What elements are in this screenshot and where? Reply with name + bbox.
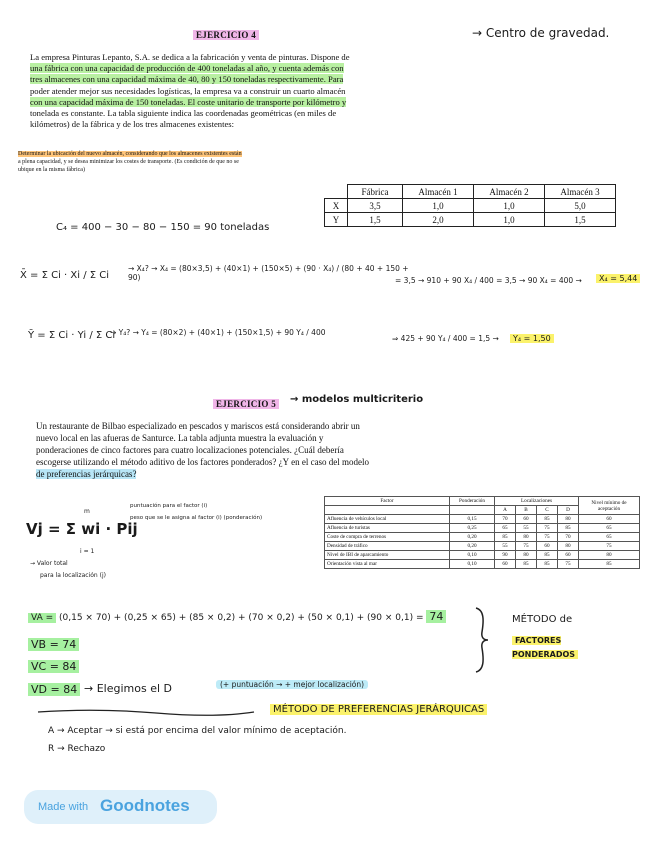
ex4-x-result: X₄ = 5,44: [596, 274, 640, 283]
table-header: Almacén 2: [474, 185, 545, 199]
ex4-paragraph: [30, 52, 426, 130]
table-cell: 60: [537, 542, 558, 551]
table-row: [325, 524, 640, 533]
ex5-vd: VD = 84: [28, 683, 80, 696]
ex4-y-result: Y₄ = 1,50: [510, 334, 554, 343]
ex4-handwritten-note: → Centro de gravedad.: [472, 26, 610, 40]
table-cell: 0,15: [450, 515, 495, 524]
ex4-small-line: a plena capacidad, y se desea minimizar los costes de transporte. (Es condición de que no se: [18, 159, 239, 165]
rechazo-line: R → Rechazo: [48, 744, 106, 754]
table-cell: Densidad de tráfico: [325, 542, 450, 551]
table-cell: 75: [579, 542, 640, 551]
table-cell: 85: [537, 551, 558, 560]
table-cell: 80: [516, 551, 537, 560]
ex4-y-formula: Ȳ = Σ Ci · Yi / Σ Ci: [28, 330, 116, 341]
table-cell: 1,0: [403, 199, 474, 213]
table-cell: 1,5: [348, 213, 403, 227]
table-cell: 85: [558, 524, 579, 533]
table-cell: Y: [325, 213, 348, 227]
table-cell: 70: [558, 533, 579, 542]
table-cell: 85: [516, 560, 537, 569]
table-subheader: D: [558, 506, 579, 515]
table-cell: 60: [495, 560, 516, 569]
table-cell: 80: [558, 515, 579, 524]
table-row: [325, 542, 640, 551]
table-cell: 75: [537, 524, 558, 533]
ex5-para-line: escogerse utilizando el método aditivo de los factores ponderados? ¿Y en el caso del modelo: [36, 457, 370, 467]
table-header: Factor: [325, 497, 450, 506]
table-cell: 90: [495, 551, 516, 560]
table-cell: 0,20: [450, 533, 495, 542]
ex4-c4-equation: C₄ = 400 − 30 − 80 − 150 = 90 toneladas: [56, 222, 270, 233]
goodnotes-badge[interactable]: [24, 790, 217, 824]
table-row: [325, 199, 616, 213]
ex5-para-line: ponderaciones de cinco factores para cuatro localizaciones potenciales. ¿Cuál debería: [36, 445, 344, 455]
table-row: [325, 560, 640, 569]
ex4-small-line: Determinar la ubicación del nuevo almacén, considerando que los almacenes existentes están: [18, 151, 242, 157]
ex5-vc: VC = 84: [28, 660, 79, 673]
ex5-formula-lower: i = 1: [80, 548, 95, 555]
table-cell: 65: [579, 533, 640, 542]
table-cell: [450, 506, 495, 515]
table-cell: 75: [558, 560, 579, 569]
table-cell: 65: [579, 524, 640, 533]
table-row: [325, 533, 640, 542]
table-header: Fábrica: [348, 185, 403, 199]
table-cell: 75: [537, 533, 558, 542]
ex5-annotation: puntuación para el factor (i): [130, 503, 208, 509]
table-header: Almacén 1: [403, 185, 474, 199]
right-brace-icon: [474, 606, 490, 674]
table-cell: 80: [516, 533, 537, 542]
ex4-para-line: con una capacidad máxima de 150 toneladas. El coste unitario de transporte por kilómetro y: [30, 96, 347, 107]
table-cell: 0,10: [450, 551, 495, 560]
ex5-paragraph: [36, 420, 432, 480]
aceptar-line: A → Aceptar → si está por encima del valor mínimo de aceptación.: [48, 726, 347, 736]
table-row: [325, 213, 616, 227]
table-cell: 85: [579, 560, 640, 569]
table-row: [325, 515, 640, 524]
badge-prefix: Made with: [38, 801, 89, 813]
table-subheader: A: [495, 506, 516, 515]
table-cell: 65: [495, 524, 516, 533]
table-cell: 1,0: [474, 199, 545, 213]
ex4-para-line: La empresa Pinturas Lepanto, S.A. se dedica a la fabricación y venta de pinturas. Dispone de: [30, 52, 350, 62]
table-cell: [325, 185, 348, 199]
ex4-coordinates-table: [324, 184, 616, 227]
table-header: Ponderación: [450, 497, 495, 506]
va-equation: (0,15 × 70) + (0,25 × 65) + (85 × 0,2) + (70 × 0,2) + (50 × 0,1) + (90 × 0,1) =: [59, 613, 424, 623]
table-cell: 80: [579, 551, 640, 560]
table-header: Localizaciones: [495, 497, 579, 506]
ex4-x-formula: X̄ = Σ Ci · Xi / Σ Ci: [20, 270, 109, 281]
badge-brand: Goodnotes: [100, 796, 190, 815]
ex5-para-line: Un restaurante de Bilbao especializado en pescados y mariscos está considerando abrir un: [36, 421, 360, 431]
ex5-factors-table: [324, 496, 640, 569]
ex5-handwritten-note: → modelos multicriterio: [290, 394, 424, 405]
ex5-va-line: [28, 610, 446, 623]
ex4-x-solve: = 3,5 → 910 + 90 X₄ / 400 = 3,5 → 90 X₄ = 400 →: [395, 276, 582, 285]
ex4-para-line: tres almacenes con una capacidad máxima de 40, 80 y 150 toneladas respectivamente. Para: [30, 74, 344, 85]
table-header: Almacén 3: [545, 185, 616, 199]
table-cell: 55: [495, 542, 516, 551]
ex4-para-line: poder atender mejor sus necesidades logísticas, la empresa va a construir un cuarto almacén: [30, 85, 346, 96]
pref-jerarquicas-title: MÉTODO DE PREFERENCIAS JERÁRQUICAS: [270, 704, 487, 715]
ex4-para-line: kilómetros) de la fábrica y de los tres almacenes existentes:: [30, 119, 235, 130]
table-cell: 60: [516, 515, 537, 524]
table-cell: 60: [558, 551, 579, 560]
ex5-choose-note: (+ puntuación → + mejor localización): [216, 680, 368, 689]
ex4-para-line: tonelada es constante. La tabla siguiente indica las coordenadas geométricas (en miles de: [30, 108, 337, 119]
ex5-formula: Vj = Σ wi · Pij: [26, 520, 138, 538]
table-cell: 2,0: [403, 213, 474, 227]
table-cell: 60: [579, 515, 640, 524]
table-cell: 1,5: [545, 213, 616, 227]
ex5-para-line: nuevo local en las afueras de Santurce. La tabla adjunta muestra la evaluación y: [36, 433, 324, 443]
table-cell: [325, 506, 450, 515]
arrow-line-icon: [36, 706, 256, 718]
table-subheader: C: [537, 506, 558, 515]
ex4-small-line: ubique en la misma fábrica): [18, 167, 85, 173]
table-row: [325, 551, 640, 560]
table-cell: Orientación vista al mar: [325, 560, 450, 569]
ex5-annotation: → Valor total: [30, 560, 68, 567]
table-header: Nivel mínimo de aceptación: [579, 497, 640, 515]
ex4-y-calculation: → Y₄? → Y₄ = (80×2) + (40×1) + (150×1,5) + 90 Y₄ / 400: [110, 328, 326, 337]
table-cell: Afluencia de vehículos local: [325, 515, 450, 524]
table-subheader: B: [516, 506, 537, 515]
ex4-para-line: una fábrica con una capacidad de producción de 400 toneladas al año, y cuenta además con: [30, 63, 344, 74]
table-cell: 85: [537, 560, 558, 569]
ex4-instructions: [18, 150, 348, 174]
ex4-title: EJERCICIO 4: [193, 30, 259, 40]
table-cell: 75: [516, 542, 537, 551]
table-cell: X: [325, 199, 348, 213]
metodo-label: MÉTODO de: [512, 614, 573, 625]
table-cell: 85: [495, 533, 516, 542]
factores-ponderados-label: FACTORES PONDERADOS: [512, 634, 592, 662]
table-cell: 3,5: [348, 199, 403, 213]
table-header-row: [325, 497, 640, 506]
ex4-y-solve: ⇒ 425 + 90 Y₄ / 400 = 1,5 →: [392, 334, 499, 343]
ex5-title: EJERCICIO 5: [213, 399, 279, 409]
va-label: VA =: [28, 613, 56, 623]
table-cell: Nivel de IBI de aparcamiento: [325, 551, 450, 560]
ex5-para-line: de preferencias jerárquicas?: [36, 469, 137, 479]
table-cell: Coste de compra de terrenos: [325, 533, 450, 542]
ex5-formula-upper: m: [84, 508, 90, 515]
table-cell: 55: [516, 524, 537, 533]
ex5-vb: VB = 74: [28, 638, 79, 651]
ex5-annotation: peso que se le asigna al factor (i) (ponderación): [130, 515, 263, 521]
table-cell: 0,25: [450, 524, 495, 533]
table-cell: 80: [558, 542, 579, 551]
table-cell: 5,0: [545, 199, 616, 213]
table-cell: 0,10: [450, 560, 495, 569]
table-header-row: [325, 185, 616, 199]
table-cell: 1,0: [474, 213, 545, 227]
table-cell: 70: [495, 515, 516, 524]
ex4-x-calculation: → X₄? → X₄ = (80×3,5) + (40×1) + (150×5) + (90 · X₄) / (80 + 40 + 150 + 90): [128, 264, 409, 282]
table-cell: Afluencia de turistas: [325, 524, 450, 533]
va-value: 74: [426, 610, 446, 623]
ex5-choose-d: → Elegimos el D: [84, 682, 172, 695]
table-cell: 0,20: [450, 542, 495, 551]
table-cell: 85: [537, 515, 558, 524]
ex5-annotation: para la localización (j): [40, 572, 106, 579]
